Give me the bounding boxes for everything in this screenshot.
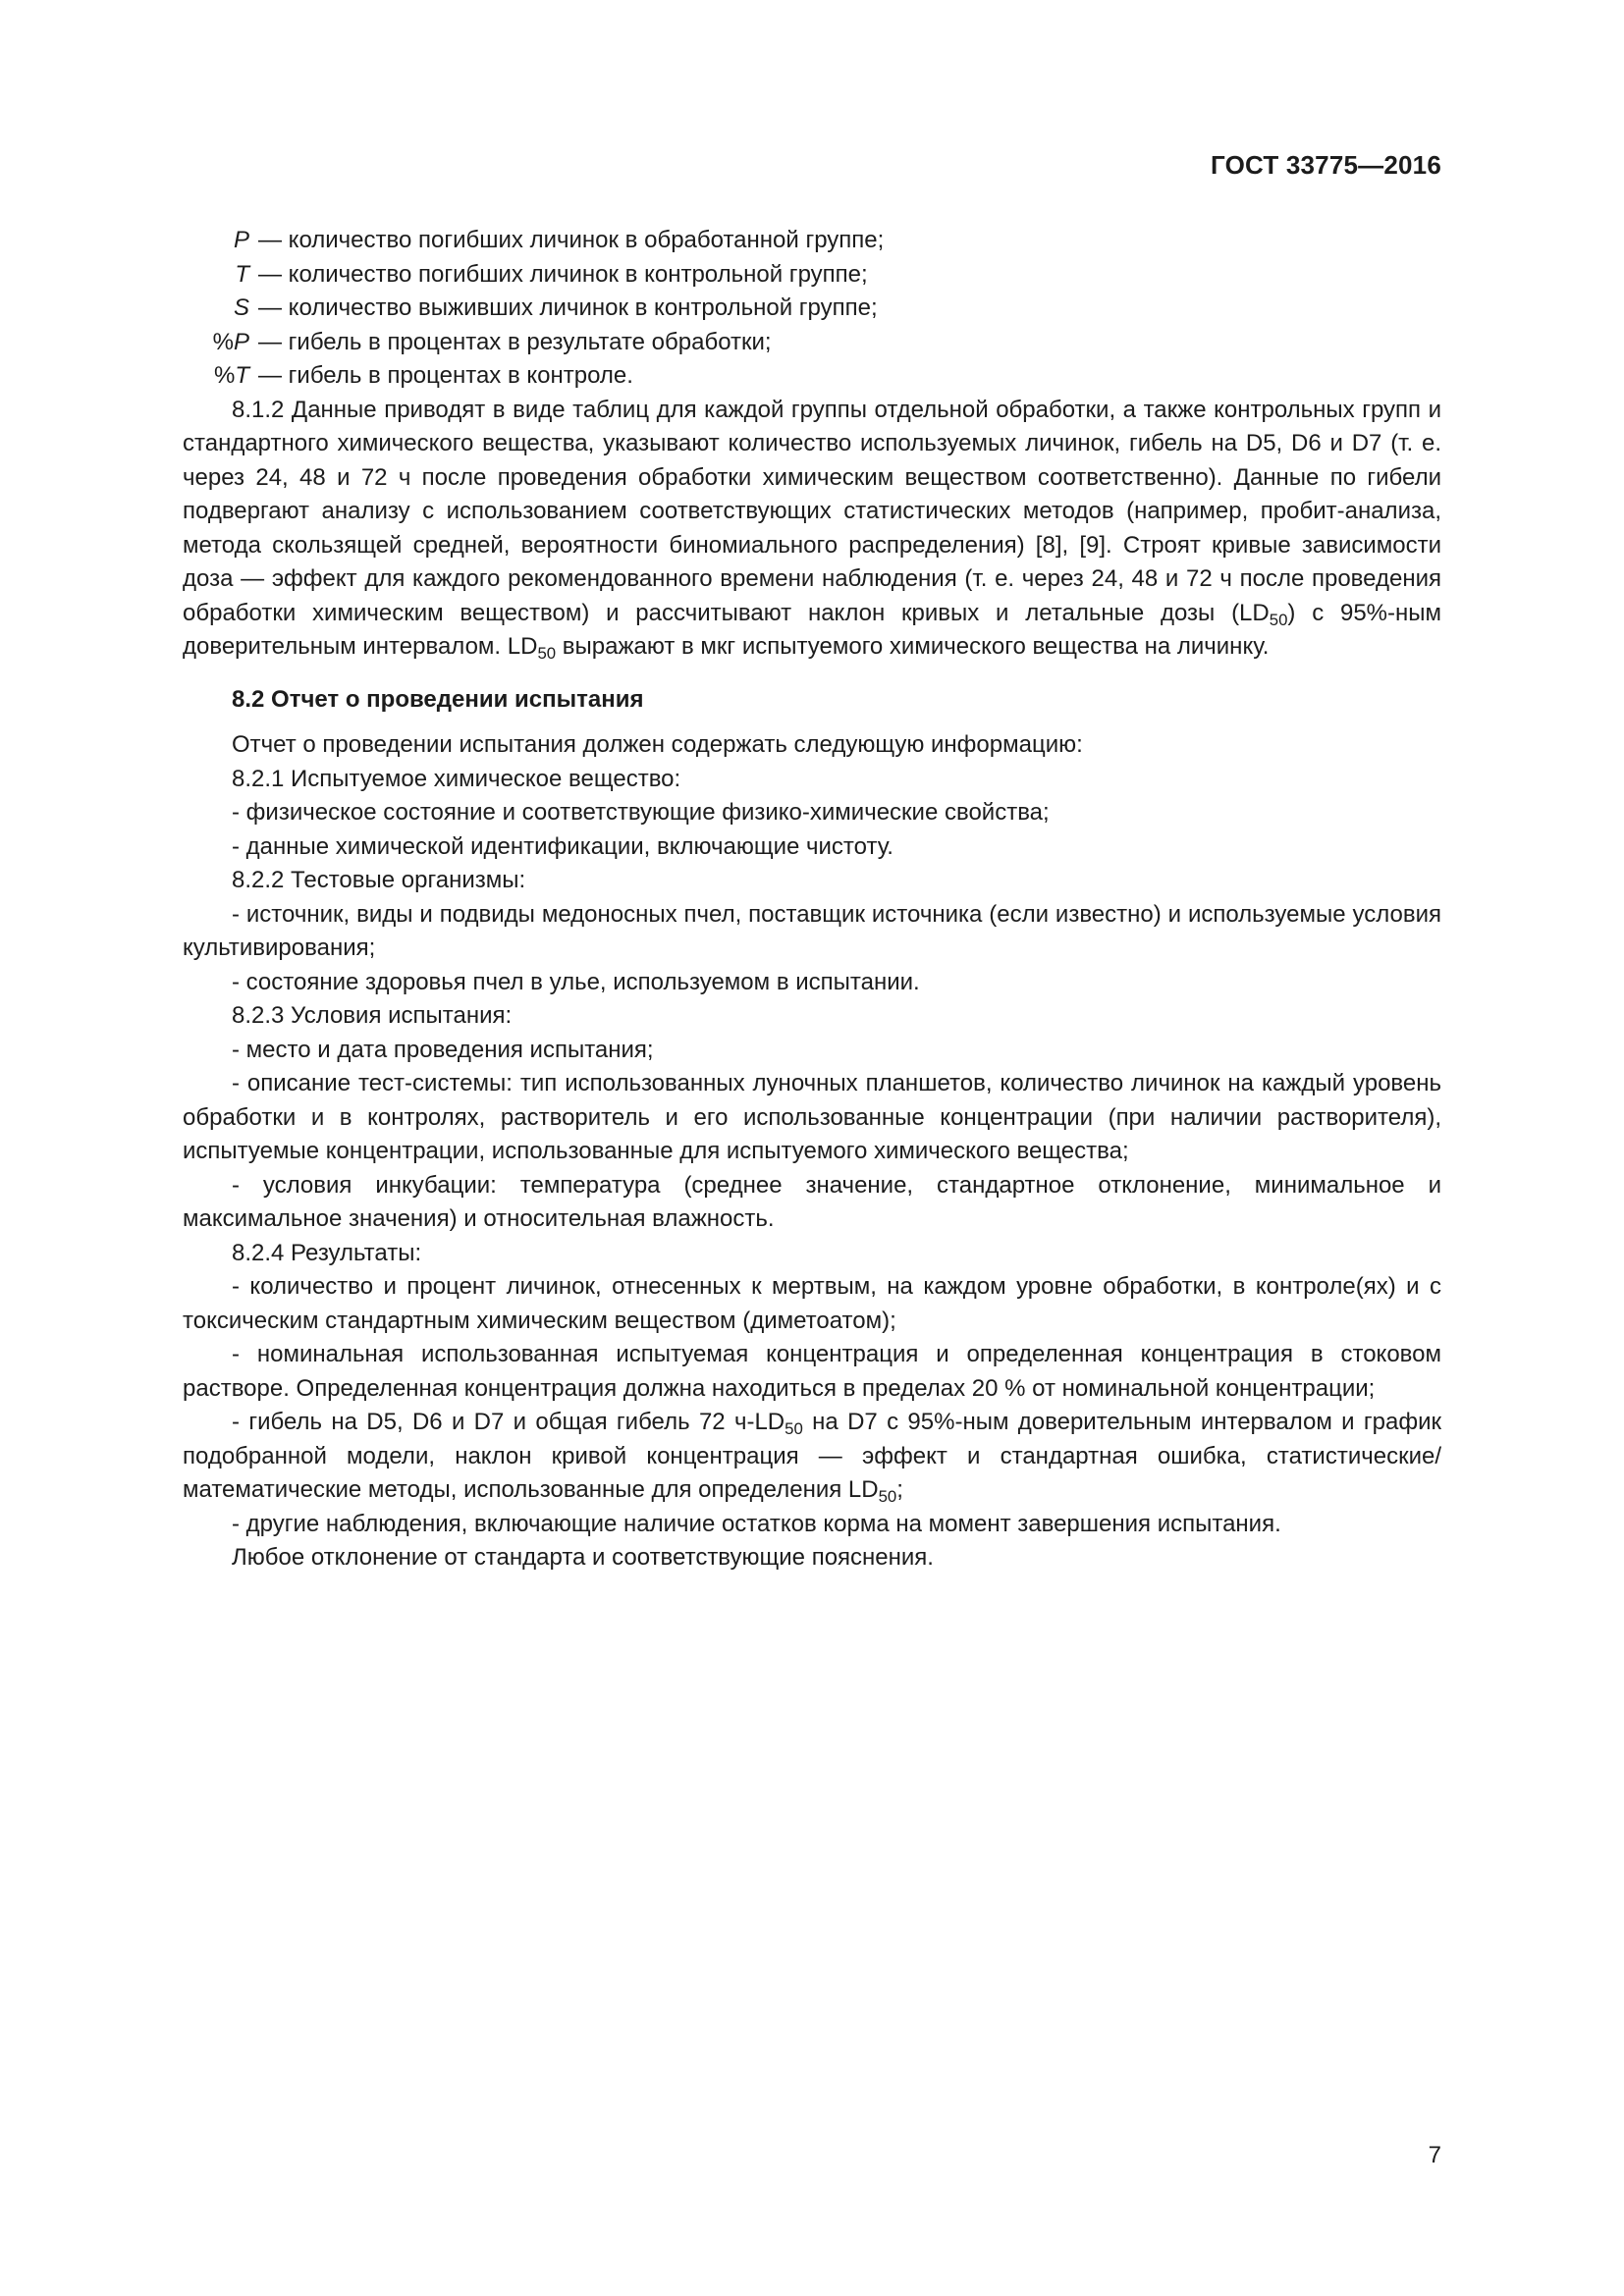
list-item: - описание тест-системы: тип использованных луночных планшетов, количество личинок на каждый уровень обработки и в контролях, растворитель и его использованные концентрации (при наличии растворителя), испытуемые концентрации, использованные для испытуемого химического вещества; (183, 1070, 1441, 1164)
definition-line: %T — гибель в процентах в контроле. (213, 362, 633, 389)
subsection-title-8-2-4: 8.2.4 Результаты: (232, 1239, 422, 1266)
document-body (183, 224, 1441, 1575)
section-heading-8-2: 8.2 Отчет о проведении испытания (232, 685, 644, 713)
list-item: - другие наблюдения, включающие наличие остатков корма на момент завершения испытания. (232, 1510, 1281, 1537)
symbol-definitions (183, 224, 1441, 394)
report-intro: Отчет о проведении испытания должен содержать следующую информацию: (232, 731, 1083, 758)
subsection-title-8-2-3: 8.2.3 Условия испытания: (232, 1002, 513, 1029)
list-item: - номинальная использованная испытуемая концентрация и определенная концентрация в стоковом растворе. Определенная концентрация должна находиться в пределах 20 % от номинальной концентрации; (183, 1341, 1441, 1402)
closing-line: Любое отклонение от стандарта и соответствующие пояснения. (232, 1544, 934, 1571)
list-item: - источник, виды и подвиды медоносных пчел, поставщик источника (если известно) и используемые условия культивирования; (183, 900, 1441, 961)
definition-line: S — количество выживших личинок в контрольной группе; (233, 294, 878, 321)
definition-line: T — количество погибших личинок в контрольной группе; (235, 260, 868, 288)
list-item: - физическое состояние и соответствующие физико-химические свойства; (232, 799, 1050, 826)
list-item: - количество и процент личинок, отнесенных к мертвым, на каждом уровне обработки, в контроле(ях) и с токсическим стандартным химическим веществом (диметоатом); (183, 1273, 1441, 1334)
list-item: - место и дата проведения испытания; (232, 1036, 654, 1063)
subsection-title-8-2-2: 8.2.2 Тестовые организмы: (232, 867, 526, 893)
subsection-title-8-2-1: 8.2.1 Испытуемое химическое вещество: (232, 765, 681, 792)
page-number: 7 (1428, 2142, 1441, 2168)
list-item: - данные химической идентификации, включающие чистоту. (232, 832, 893, 860)
list-item: - условия инкубации: температура (среднее значение, стандартное отклонение, минимальное и максимальное значения) и относительная влажность. (183, 1171, 1441, 1232)
list-item: - гибель на D5, D6 и D7 и общая гибель 72 $ч-LD_{50}$ на D7 с 95%-ным доверительным интервалом и график подобранной модели, наклон кривой концентрация — эффект и стандартная ошибка, статистические/математические методы, использованные для определения $LD_{50}$; (183, 1409, 1442, 1506)
definition-line: %P — гибель в процентах в результате обработки; (212, 328, 772, 355)
document-header: ГОСТ 33775—2016 (1211, 150, 1441, 180)
paragraph-8-1-2: 8.1.2 Данные приводят в виде таблиц для каждой группы отдельной обработки, а также контрольных групп и стандартного химического вещества, указывают количество используемых личинок, гибель на D5, D6 и D7 (т. е. через 24, 48 и 72 ч после проведения обработки химическим веществом соответственно). Данные по гибели подвергают анализу с использованием соответствующих статистических методов (например, пробит-анализа, метода скользящей средней, вероятности биномиального распределения) [8], [9]. Строят кривые зависимости доза — эффект для каждого рекомендованного времени наблюдения (т. е. через 24, 48 и 72 ч после проведения обработки химическим веществом) и рассчитывают наклон кривых и летальные дозы $(LD_{50})$ с 95%-ным доверительным интервалом. $LD_{50}$ выражают в мкг испытуемого химического вещества на личинку. (183, 396, 1441, 663)
definition-line: P — количество погибших личинок в обработанной группе; (233, 227, 885, 253)
list-item: - состояние здоровья пчел в улье, используемом в испытании. (232, 968, 920, 995)
